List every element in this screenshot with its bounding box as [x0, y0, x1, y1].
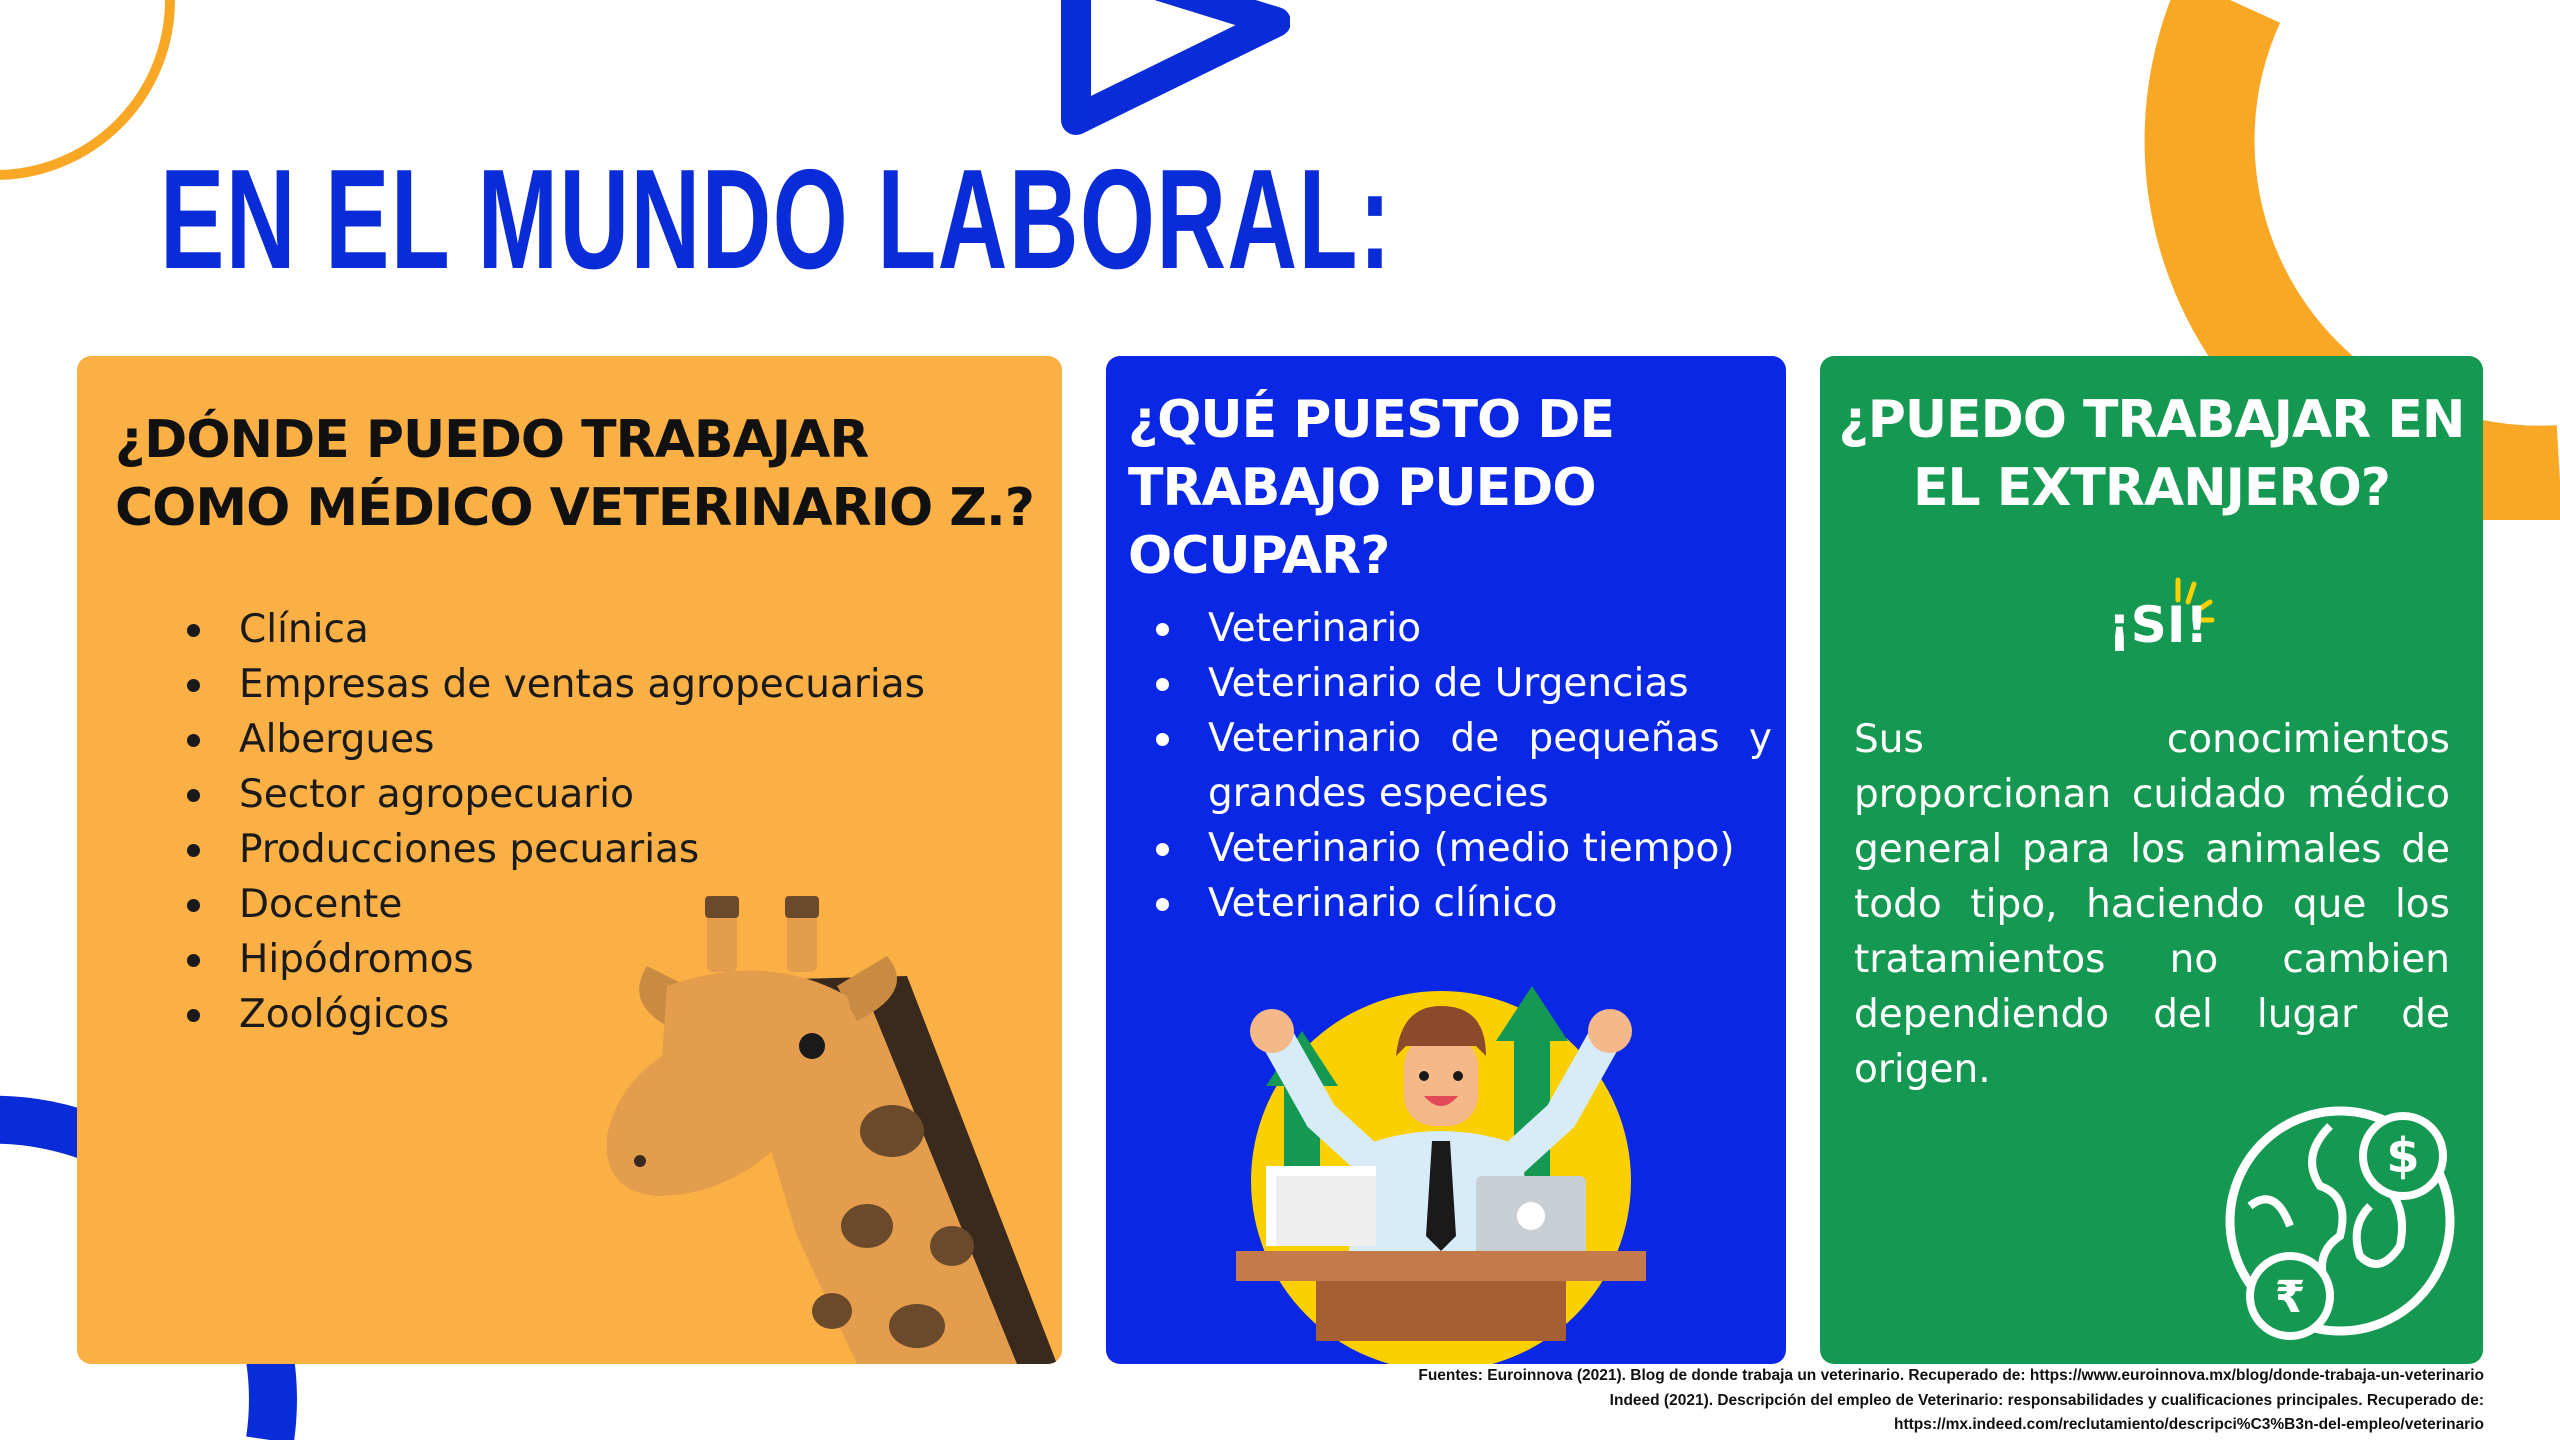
list-item: Veterinario clínico	[1156, 876, 1772, 931]
sources-footnote	[1100, 1364, 2484, 1438]
card-work-abroad	[1820, 356, 2483, 1364]
page-title: EN EL MUNDO LABORAL:	[160, 140, 1393, 299]
list-item: Zoológicos	[187, 987, 1007, 1042]
answer-yes: ¡SI!	[2108, 596, 2209, 654]
source-line: Fuentes: Euroinnova (2021). Blog de donde trabaja un veterinario. Recuperado de: https://www.euroinnova.mx/blog/donde-trabaja-un-veterinario	[1418, 1367, 2484, 1384]
source-line: https://mx.indeed.com/reclutamiento/descripci%C3%B3n-del-empleo/veterinario	[1893, 1416, 2484, 1433]
list-item: Veterinario	[1156, 601, 1772, 656]
list-item: Sector agropecuario	[187, 767, 1007, 822]
businessman-icon	[1236, 976, 1646, 1364]
list-item: Empresas de ventas agropecuarias	[187, 657, 1007, 712]
giraffe-icon	[567, 896, 1062, 1364]
card-job-positions-title: ¿QUÉ PUESTO DE TRABAJO PUEDO OCUPAR?	[1128, 390, 1614, 586]
svg-text:$: $	[2386, 1128, 2420, 1184]
card-where-to-work	[77, 356, 1062, 1364]
list-item: Veterinario de Urgencias	[1156, 656, 1772, 711]
card-job-positions	[1106, 356, 1786, 1364]
positions-list	[1156, 601, 1772, 931]
play-triangle-icon	[1050, 0, 1290, 150]
list-item: Veterinario (medio tiempo)	[1156, 821, 1772, 876]
list-item: Veterinario de pequeñas y grandes especies	[1156, 711, 1772, 821]
svg-text:₹: ₹	[2274, 1272, 2306, 1323]
list-item: Clínica	[187, 602, 1007, 657]
source-line: Indeed (2021). Descripción del empleo de Veterinario: responsabilidades y cualificaciones principales. Recuperado de:	[1609, 1391, 2484, 1409]
list-item: Albergues	[187, 712, 1007, 767]
card-work-abroad-title: ¿PUEDO TRABAJAR EN EL EXTRANJERO?	[1838, 390, 2465, 518]
list-item: Hipódromos	[187, 932, 1007, 987]
card-where-to-work-title: ¿DÓNDE PUEDO TRABAJAR COMO MÉDICO VETERINARIO Z.?	[115, 410, 1034, 538]
list-item: Producciones pecuarias	[187, 822, 1007, 877]
abroad-description: Sus conocimientos proporcionan cuidado médico general para los animales de todo tipo, haciendo que los tratamientos no cambien dependiendo del lugar de origen.	[1854, 717, 2450, 1092]
globe-money-icon	[2220, 1096, 2470, 1346]
list-item: Docente	[187, 877, 1007, 932]
